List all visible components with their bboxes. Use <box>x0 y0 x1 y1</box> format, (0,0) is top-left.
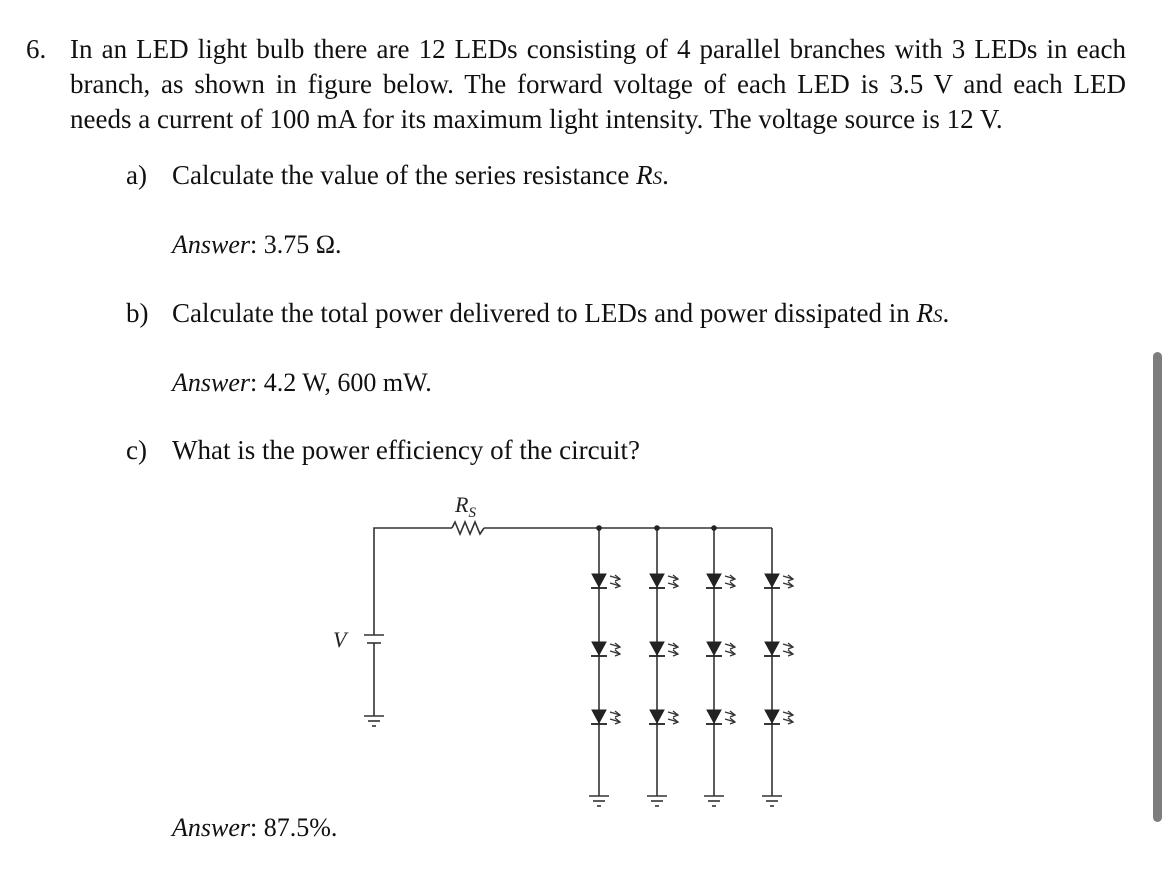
part-b-period: . <box>942 298 950 328</box>
junction-dot <box>596 525 602 531</box>
question-number: 6. <box>26 34 47 64</box>
led-diode <box>592 710 606 723</box>
led-diode <box>765 574 779 587</box>
led-diode <box>765 710 779 723</box>
part-c-text: What is the power efficiency of the circuit? <box>172 435 641 465</box>
part-a-question: Calculate the value of the series resistance <box>172 160 630 190</box>
led-diode <box>592 642 606 655</box>
led-diode <box>650 574 664 587</box>
answer-label: Answer <box>172 813 250 842</box>
junction-dot <box>711 525 717 531</box>
part-b-variable-subscript: S <box>933 306 943 327</box>
part-b-variable: R <box>916 298 934 328</box>
circuit-wires <box>364 522 772 726</box>
junction-dot <box>654 525 660 531</box>
part-b-label: b) <box>126 298 149 328</box>
part-a-variable-subscript: S <box>652 168 663 189</box>
stem-line: needs a current of 100 mA for its maximum light intensity. The voltage source is 12 V. <box>70 104 1003 134</box>
part-a-period: . <box>662 160 669 190</box>
led-diode <box>650 642 664 655</box>
resistor-label: $R_S$ <box>455 492 476 521</box>
answer-label: Answer <box>172 368 250 397</box>
led-diode <box>650 710 664 723</box>
part-c-label: c) <box>126 435 147 465</box>
answer-value: : 87.5%. <box>250 813 338 842</box>
wire-left <box>374 528 452 635</box>
source-label: V <box>333 627 347 652</box>
led-diode <box>592 574 606 587</box>
part-a-label: a) <box>126 160 147 190</box>
led-diode <box>707 574 721 587</box>
led-diode <box>707 642 721 655</box>
part-b-question: Calculate the total power delivered to LEDs and power dissipated in <box>172 298 910 328</box>
answer-value: : 3.75 Ω. <box>250 230 342 259</box>
stem-line: In an LED light bulb there are 12 LEDs consisting of 4 parallel branches with 3 LEDs in each <box>70 34 1126 64</box>
led-diode <box>765 642 779 655</box>
led-diode <box>707 710 721 723</box>
resistor-rs <box>452 522 484 534</box>
answer-label: Answer <box>172 230 250 259</box>
answer-value: : 4.2 W, 600 mW. <box>250 368 432 397</box>
led-branches <box>589 525 793 806</box>
scrollbar[interactable] <box>1153 352 1162 822</box>
stem-line: branch, as shown in figure below. The forward voltage of each LED is 3.5 V and each LED <box>70 69 1126 99</box>
part-a-variable: R <box>636 160 653 190</box>
